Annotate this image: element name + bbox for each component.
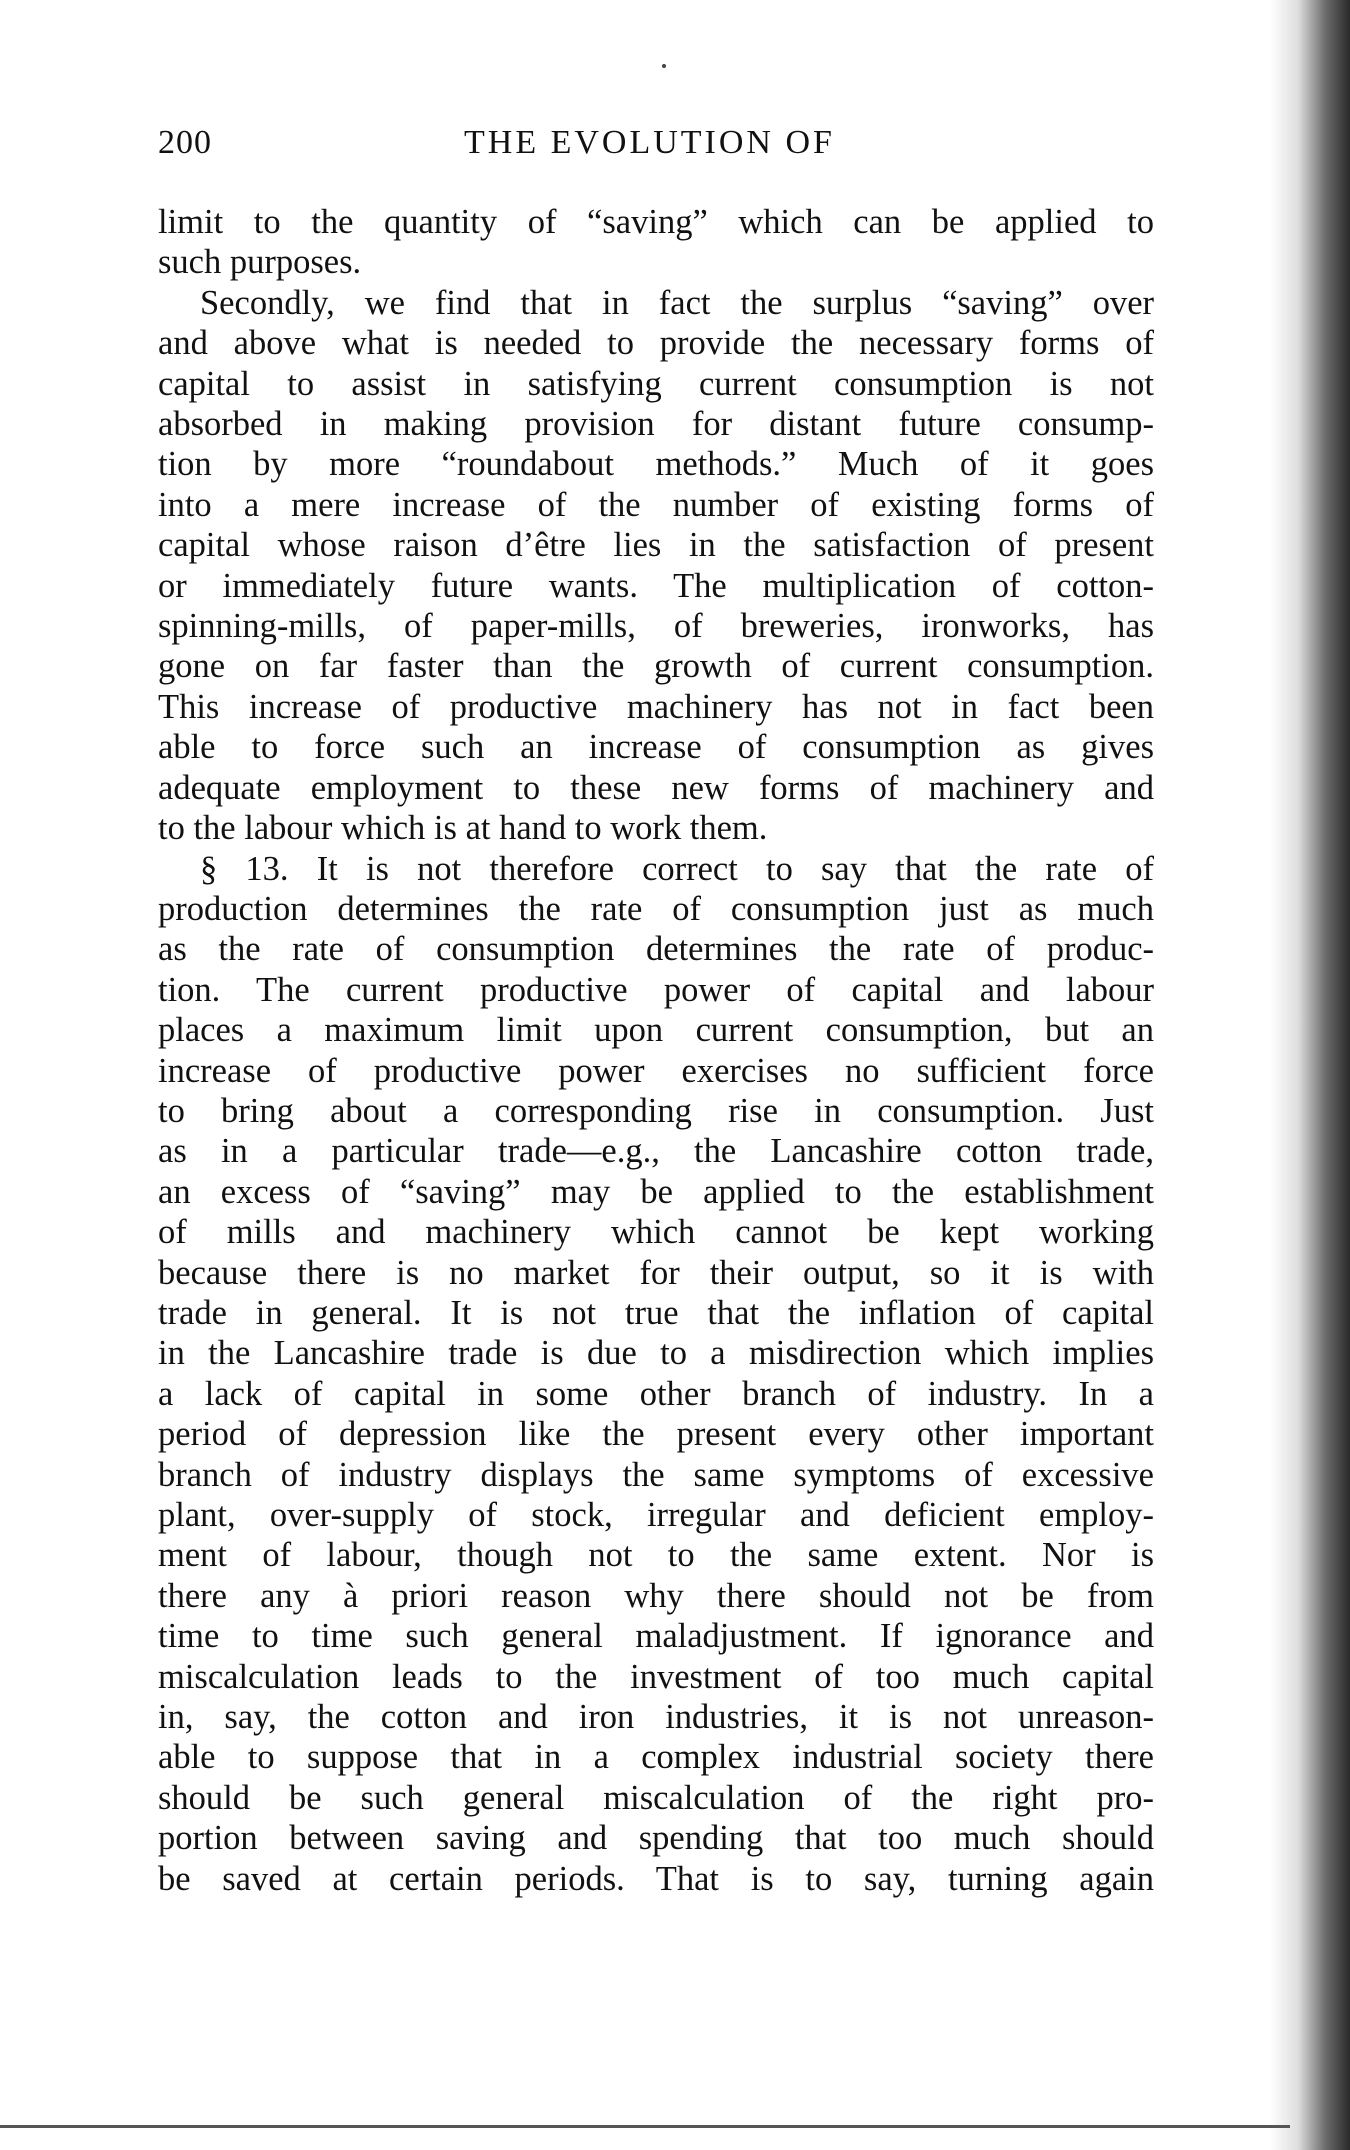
text-line: capital whose raison d’être lies in the satisfaction of present — [158, 526, 1154, 565]
text-line: an excess of “saving” may be applied to the establishment — [158, 1172, 1154, 1211]
paragraph-2 — [158, 283, 1154, 849]
running-head — [158, 118, 1158, 168]
text-line: able to suppose that in a complex industrial society there — [158, 1738, 1154, 1777]
text-line: This increase of productive machinery has not in fact been — [158, 687, 1154, 726]
text-line: miscalculation leads to the investment of too much capital — [158, 1657, 1154, 1696]
text-line: Secondly, we find that in fact the surplus “saving” over — [200, 283, 1154, 322]
text-line: portion between saving and spending that too much should — [158, 1819, 1154, 1858]
text-line: as in a particular trade—e.g., the Lancashire cotton trade, — [158, 1132, 1154, 1171]
text-line: be saved at certain periods. That is to say, turning again — [158, 1859, 1154, 1898]
text-line: tion. The current productive power of capital and labour — [158, 970, 1154, 1009]
page-number: 200 — [158, 124, 212, 161]
text-line: to the labour which is at hand to work them. — [158, 809, 768, 848]
paragraph-1 — [158, 202, 1154, 283]
text-line: branch of industry displays the same symptoms of excessive — [158, 1455, 1154, 1494]
text-line: or immediately future wants. The multiplication of cotton- — [158, 566, 1154, 605]
text-line: of mills and machinery which cannot be kept working — [158, 1213, 1154, 1252]
text-line: adequate employment to these new forms of machinery and — [158, 768, 1154, 807]
text-line: as the rate of consumption determines the rate of produc- — [158, 930, 1154, 969]
text-line: § 13. It is not therefore correct to say that the rate of — [200, 849, 1154, 888]
speck-mark — [662, 64, 666, 68]
text-line: and above what is needed to provide the necessary forms of — [158, 324, 1154, 363]
text-line: places a maximum limit upon current consumption, but an — [158, 1011, 1154, 1050]
paragraph-3 — [158, 849, 1154, 1900]
text-line: period of depression like the present every other important — [158, 1415, 1154, 1454]
text-line: increase of productive power exercises no sufficient force — [158, 1051, 1154, 1090]
text-line: plant, over-supply of stock, irregular and deficient employ- — [158, 1496, 1154, 1534]
text-line: a lack of capital in some other branch of industry. In a — [158, 1374, 1154, 1413]
text-line: ment of labour, though not to the same extent. Nor is — [158, 1536, 1154, 1575]
text-line: gone on far faster than the growth of current consumption. — [158, 647, 1154, 686]
text-line: into a mere increase of the number of existing forms of — [158, 485, 1154, 524]
text-line: trade in general. It is not true that the inflation of capital — [158, 1293, 1154, 1332]
text-line: limit to the quantity of “saving” which can be applied to — [158, 203, 1154, 241]
bottom-rule — [0, 2125, 1290, 2128]
text-line: there any à priori reason why there should not be from — [158, 1576, 1154, 1615]
body-text — [158, 202, 1154, 1899]
text-line: such purposes. — [158, 243, 362, 282]
running-title: THE EVOLUTION OF — [464, 124, 835, 161]
text-line: absorbed in making provision for distant future consump- — [158, 405, 1154, 444]
text-line: time to time such general maladjustment. If ignorance and — [158, 1617, 1154, 1656]
page-edge-shadow — [1270, 0, 1350, 2150]
text-line: able to force such an increase of consumption as gives — [158, 728, 1154, 767]
text-line: to bring about a corresponding rise in consumption. Just — [158, 1091, 1154, 1130]
text-line: in the Lancashire trade is due to a misdirection which implies — [158, 1334, 1154, 1373]
text-line: spinning-mills, of paper-mills, of breweries, ironworks, has — [158, 607, 1154, 646]
text-line: should be such general miscalculation of the right pro- — [158, 1778, 1154, 1817]
text-line: in, say, the cotton and iron industries, it is not unreason- — [158, 1698, 1154, 1737]
text-line: capital to assist in satisfying current consumption is not — [158, 364, 1154, 403]
text-line: tion by more “roundabout methods.” Much of it goes — [158, 445, 1154, 484]
text-line: production determines the rate of consumption just as much — [158, 889, 1154, 928]
text-line: because there is no market for their output, so it is with — [158, 1253, 1154, 1292]
